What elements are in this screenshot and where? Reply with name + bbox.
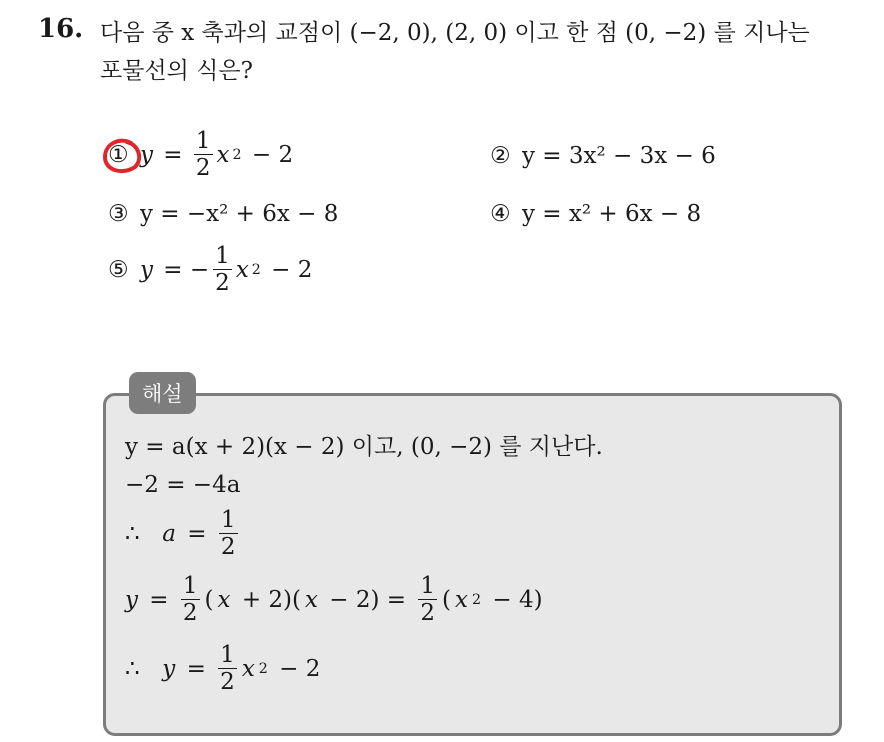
choice-1[interactable]: [108, 130, 293, 180]
choice-5-expression: y = − $\frac{1}{2}$ x 2 − 2: [140, 243, 313, 296]
choice-4-expression: y = x² + 6x − 8: [522, 201, 702, 227]
solution-line-2: −2 = −4a: [125, 472, 241, 498]
solution-label: 해설: [129, 372, 196, 414]
choice-3[interactable]: [108, 201, 338, 227]
therefore-symbol: ∴: [125, 521, 140, 547]
solution-line-4: y = $\frac{1}{2}$ ( x + 2)( x − 2) = $\frac{1}{2}$ ( x 2 − 4): [125, 573, 543, 626]
fraction-half: $\frac{1}{2}$: [220, 507, 236, 560]
fraction-half: $\frac{1}{2}$: [182, 573, 198, 626]
solution-line-5: ∴ y = $\frac{1}{2}$ x 2 − 2: [125, 642, 321, 695]
choice-3-expression: y = −x² + 6x − 8: [140, 201, 339, 227]
choice-1-number: ①: [108, 142, 129, 168]
question-text: [100, 14, 870, 90]
solution-line-3: ∴ a = $\frac{1}{2}$: [125, 507, 236, 560]
choice-1-expression: y = $\frac{1}{2}$ x 2 − 2: [140, 128, 294, 181]
choice-5[interactable]: [108, 245, 312, 295]
choice-2-number: ②: [490, 143, 511, 169]
fraction-half: $\frac{1}{2}$: [195, 128, 211, 181]
choice-4[interactable]: [490, 201, 701, 227]
choice-3-number: ③: [108, 201, 129, 227]
fraction-half: $\frac{1}{2}$: [220, 642, 235, 695]
therefore-symbol: ∴: [125, 656, 140, 682]
choice-2[interactable]: [490, 143, 716, 169]
choice-5-number: ⑤: [108, 257, 129, 283]
solution-line-1: y = a(x + 2)(x − 2) 이고, (0, −2) 를 지난다.: [125, 434, 603, 460]
fraction-half: $\frac{1}{2}$: [215, 243, 230, 296]
choice-2-expression: y = 3x² − 3x − 6: [522, 143, 716, 169]
question-number: 16.: [38, 14, 84, 44]
question-line-1: 다음 중 x 축과의 교점이 (−2, 0), (2, 0) 이고 한 점 (0, −2) 를 지나는: [100, 20, 810, 46]
question-line-2: 포물선의 식은?: [100, 58, 253, 84]
choice-4-number: ④: [490, 201, 511, 227]
fraction-half: $\frac{1}{2}$: [420, 573, 436, 626]
